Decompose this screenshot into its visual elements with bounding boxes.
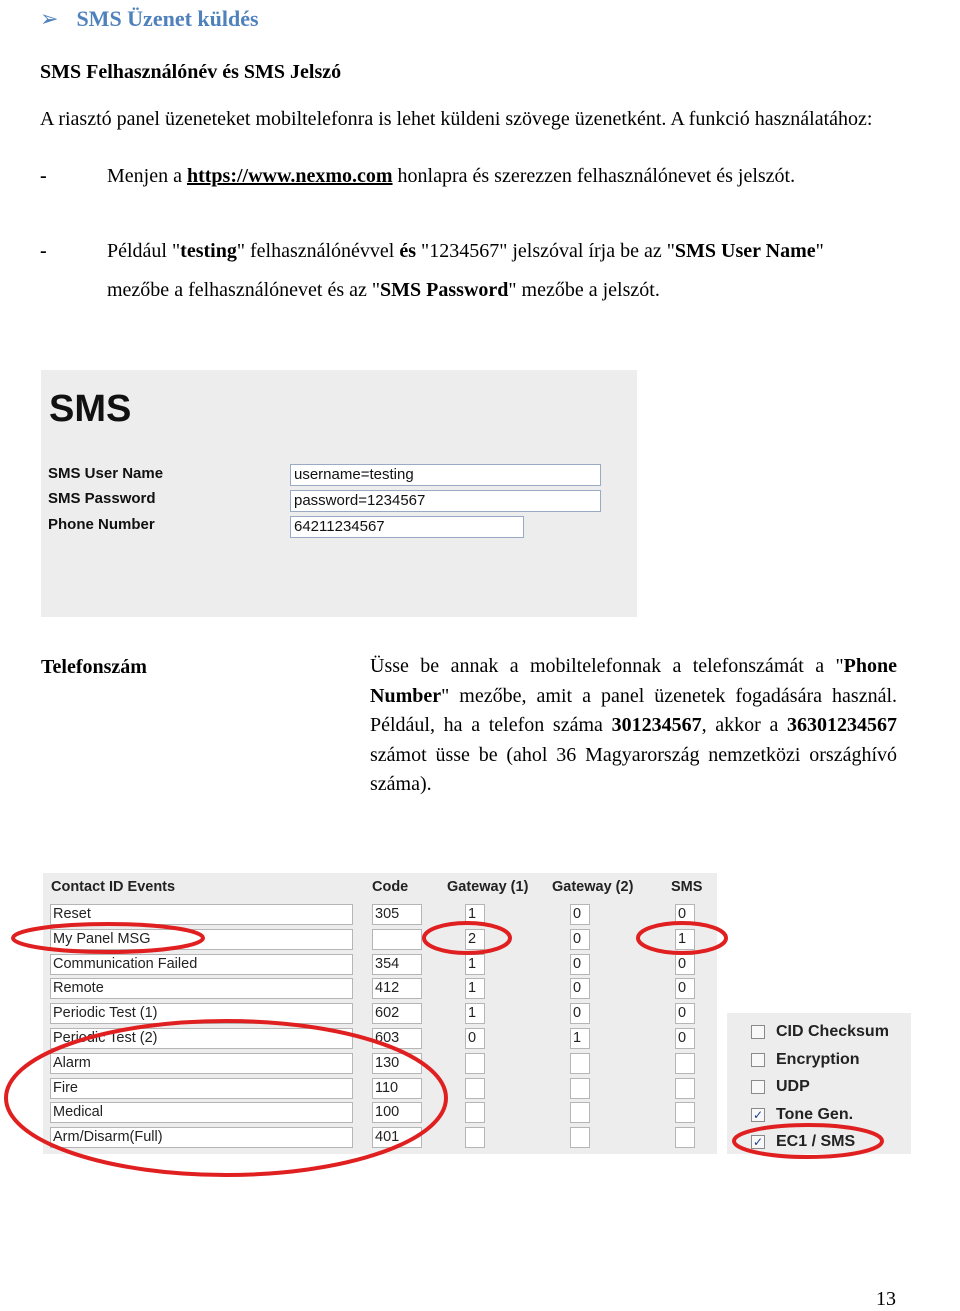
sms-cell[interactable] <box>675 1102 695 1123</box>
gateway-1-cell[interactable]: 0 <box>465 1028 485 1049</box>
bold-text: 301234567 <box>611 714 702 736</box>
sms-cell[interactable]: 0 <box>675 904 695 925</box>
option-label: Tone Gen. <box>776 1105 854 1123</box>
event-name-cell[interactable]: Remote <box>50 978 353 999</box>
code-cell[interactable]: 602 <box>372 1003 422 1024</box>
bold-text: SMS Password <box>380 279 509 301</box>
bold-text: SMS User Name <box>674 240 816 262</box>
sms-settings-panel <box>41 370 637 617</box>
sms-cell[interactable]: 0 <box>675 1028 695 1049</box>
bullet-text: Menjen a <box>107 165 187 187</box>
header-contact-id-events: Contact ID Events <box>51 879 176 895</box>
bullet-nexmo <box>107 164 795 188</box>
intro-paragraph: A riasztó panel üzeneteket mobiltelefonra is lehet küldeni szövege üzenetként. A funkció használatához: <box>40 108 873 130</box>
checkbox[interactable]: ✓ <box>752 1107 764 1122</box>
code-cell[interactable]: 354 <box>372 954 422 975</box>
text: " <box>815 240 824 262</box>
option-label: EC1 / SMS <box>776 1133 856 1150</box>
sms-password-field[interactable]: password=1234567 <box>290 490 601 512</box>
gateway-1-cell[interactable]: 1 <box>465 1003 485 1024</box>
contact-id-events-panel <box>43 873 717 1154</box>
bold-text: testing <box>180 240 237 262</box>
event-name-cell[interactable]: Periodic Test (2) <box>50 1028 353 1049</box>
bullet-dash: - <box>40 165 47 187</box>
code-cell[interactable]: 110 <box>372 1078 422 1099</box>
bullet-example-line2 <box>107 278 660 302</box>
bullet-text: honlapra és szerezzen felhasználónevet és jelszót. <box>392 165 796 187</box>
event-name-cell[interactable]: Fire <box>50 1078 353 1099</box>
page-number: 13 <box>876 1288 896 1310</box>
gateway-2-cell[interactable] <box>570 1127 590 1148</box>
phone-number-field[interactable]: 64211234567 <box>290 516 524 538</box>
sms-cell[interactable]: 1 <box>675 929 695 950</box>
sms-cell[interactable]: 0 <box>675 978 695 999</box>
gateway-1-cell[interactable] <box>465 1053 485 1074</box>
checkbox[interactable]: ✓ <box>752 1135 764 1149</box>
text: mezőbe a felhasználónevet és az " <box>107 279 381 301</box>
telefonszam-label: Telefonszám <box>41 656 147 678</box>
event-name-cell[interactable]: Arm/Disarm(Full) <box>50 1127 353 1148</box>
gateway-1-cell[interactable]: 1 <box>465 954 485 975</box>
text: Például " <box>107 240 181 262</box>
telefonszam-description <box>370 652 897 800</box>
event-name-cell[interactable]: Reset <box>50 904 353 925</box>
sms-password-label: SMS Password <box>48 490 156 507</box>
text: Üsse be annak a mobiltelefonnak a telefonszámát a " <box>370 655 844 677</box>
bullet-example-line1 <box>107 239 824 263</box>
code-cell[interactable]: 305 <box>372 904 422 925</box>
sms-user-name-field[interactable]: username=testing <box>290 464 601 486</box>
bold-text: 36301234567 <box>787 714 897 736</box>
header-sms: SMS <box>671 879 703 895</box>
header-gateway-2: Gateway (2) <box>552 879 634 895</box>
arrow-bullet-icon: ➢ <box>40 6 59 32</box>
sms-cell[interactable] <box>675 1127 695 1148</box>
section-title: SMS Üzenet küldés <box>76 6 259 31</box>
option-label: CID Checksum <box>776 1023 889 1040</box>
gateway-2-cell[interactable]: 0 <box>570 1003 590 1024</box>
options-panel <box>727 1013 911 1154</box>
gateway-2-cell[interactable]: 0 <box>570 954 590 975</box>
event-name-cell[interactable]: Periodic Test (1) <box>50 1003 353 1024</box>
event-name-cell[interactable]: Medical <box>50 1102 353 1123</box>
gateway-1-cell[interactable] <box>465 1078 485 1099</box>
nexmo-link[interactable]: https://www.nexmo.com <box>186 165 393 187</box>
sms-cell[interactable] <box>675 1078 695 1099</box>
code-cell[interactable]: 412 <box>372 978 422 999</box>
checkbox[interactable] <box>751 1025 765 1039</box>
sms-cell[interactable] <box>675 1053 695 1074</box>
sms-panel-title: SMS <box>49 388 132 430</box>
event-name-cell[interactable]: My Panel MSG <box>50 929 353 950</box>
gateway-1-cell[interactable]: 1 <box>465 978 485 999</box>
code-cell[interactable]: 401 <box>372 1127 422 1148</box>
text: " mezőbe a jelszót. <box>508 279 660 301</box>
gateway-2-cell[interactable] <box>570 1102 590 1123</box>
header-gateway-1: Gateway (1) <box>447 879 529 895</box>
gateway-1-cell[interactable] <box>465 1127 485 1148</box>
bullet-dash: - <box>40 240 47 262</box>
text: " felhasználónévvel <box>236 240 400 262</box>
option-row[interactable] <box>751 1022 889 1042</box>
phone-number-label: Phone Number <box>48 516 155 533</box>
text: "1234567" jelszóval írja be az " <box>416 240 675 262</box>
event-name-cell[interactable]: Communication Failed <box>50 954 353 975</box>
subheading: SMS Felhasználónév és SMS Jelszó <box>40 61 342 83</box>
sms-cell[interactable]: 0 <box>675 1003 695 1024</box>
code-cell[interactable] <box>372 929 422 950</box>
section-heading <box>40 4 259 34</box>
option-label: UDP <box>776 1078 810 1095</box>
option-row[interactable] <box>751 1132 855 1152</box>
sms-user-name-label: SMS User Name <box>48 465 164 482</box>
gateway-2-cell[interactable]: 0 <box>570 904 590 925</box>
checkbox[interactable] <box>751 1053 765 1067</box>
bold-text: Phone Number <box>370 655 897 707</box>
code-cell[interactable]: 603 <box>372 1028 422 1049</box>
code-cell[interactable]: 100 <box>372 1102 422 1123</box>
gateway-1-cell[interactable]: 2 <box>465 929 485 950</box>
option-row[interactable] <box>751 1105 853 1125</box>
code-cell[interactable]: 130 <box>372 1053 422 1074</box>
gateway-2-cell[interactable] <box>570 1053 590 1074</box>
option-label: Encryption <box>776 1050 860 1068</box>
text: " mezőbe, amit a panel üzenetek fogadására használ. Például, ha a telefon száma <box>370 684 897 736</box>
sms-cell[interactable]: 0 <box>675 954 695 975</box>
text: , akkor a <box>701 714 787 736</box>
text: számot üsse be (ahol 36 Magyarország nemzetközi országhívó száma). <box>370 743 897 795</box>
option-row[interactable] <box>751 1050 860 1070</box>
event-name-cell[interactable]: Alarm <box>50 1053 353 1074</box>
option-row[interactable] <box>751 1077 810 1097</box>
bold-text: és <box>399 240 417 262</box>
header-code: Code <box>372 879 409 895</box>
gateway-1-cell[interactable] <box>465 1102 485 1123</box>
gateway-2-cell[interactable]: 1 <box>570 1028 590 1049</box>
gateway-2-cell[interactable]: 0 <box>570 929 590 950</box>
gateway-2-cell[interactable]: 0 <box>570 978 590 999</box>
gateway-1-cell[interactable]: 1 <box>465 904 485 925</box>
checkbox[interactable] <box>751 1080 765 1094</box>
gateway-2-cell[interactable] <box>570 1078 590 1099</box>
